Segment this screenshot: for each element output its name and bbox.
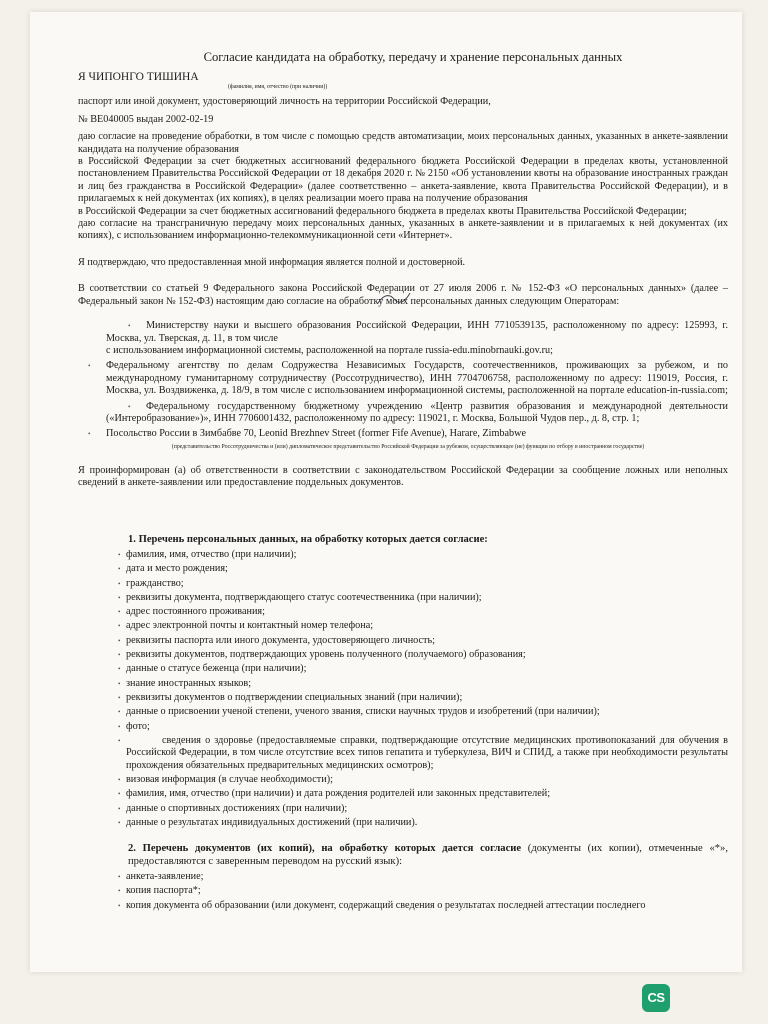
- section-2-title-rest: (документы (их копии), отмеченные «*», предоставляются с заверенным переводом на русский язык):: [128, 843, 728, 867]
- operator-item: [88, 360, 728, 397]
- bullet-icon: •: [118, 708, 121, 717]
- bullet-icon: •: [118, 651, 121, 660]
- bullet-icon: •: [118, 722, 121, 731]
- bullet-icon: •: [128, 322, 131, 331]
- bullet-icon: •: [118, 775, 121, 784]
- operator-caption: (представительство Россотрудничества и (или) дипломатическое представительство Российской Федерации за рубежом, осуществляющее (ие) функции по отбору в иностранном государстве): [171, 443, 645, 450]
- document-page: [30, 12, 742, 972]
- operator-item: [96, 320, 728, 357]
- operator-line: Министерству науки и высшего образования Российской Федерации, ИНН 7710539135, расположенному по адресу: 125993, г. Москва, ул. Тверская, д. 11, в том числе: [106, 320, 728, 344]
- bullet-icon: •: [88, 430, 91, 439]
- passport-number: № BE040005 выдан 2002-02-19: [78, 113, 214, 125]
- bullet-icon: •: [118, 579, 121, 588]
- bullet-icon: •: [118, 665, 121, 674]
- list-item: • реквизиты документа, подтверждающего статус соотечественника (при наличии);: [118, 591, 482, 603]
- applicant-prefix: Я: [78, 71, 86, 83]
- applicant-name: ЧИПОНГО ТИШИНА: [88, 71, 199, 83]
- bullet-icon: •: [118, 818, 121, 827]
- bullet-icon: •: [118, 593, 121, 602]
- list-item: • анкета-заявление;: [118, 871, 204, 883]
- document-body: [78, 50, 728, 914]
- bullet-icon: •: [128, 402, 131, 411]
- bullet-icon: •: [118, 873, 121, 882]
- bullet-icon: •: [118, 736, 121, 745]
- consent-intro: даю согласие на проведение обработки, в том числе с помощью средств автоматизации, моих персональных данных, указанных в анкете-заявлении кандидата на получение образования: [78, 131, 728, 155]
- operators-list: [88, 320, 728, 441]
- list-item: • данные о присвоении ученой степени, ученого звания, списки научных трудов и изобретений (при наличии);: [118, 706, 600, 718]
- bullet-icon: •: [118, 804, 121, 813]
- list-item: • реквизиты документов о подтверждении специальных знаний (при наличии);: [118, 691, 463, 703]
- operator-line: Федеральному государственному бюджетному учреждению «Центр развития образования и международной деятельности («Интеробразование»)», ИНН 7706001432, расположенному по адресу: 119021, г. Москва, Большой Чудов пер., д. 8, стр. 1;: [106, 400, 728, 424]
- pen-scribble-icon: [376, 290, 412, 306]
- document-title: Согласие кандидата на обработку, передачу и хранение персональных данных: [203, 50, 623, 64]
- list-item: • гражданство;: [118, 577, 184, 589]
- applicant-caption: (фамилия, имя, отчество (при наличии)): [228, 84, 328, 91]
- consent-quota-2: в Российской Федерации за счет бюджетных ассигнований федерального бюджета в пределах квоты Правительства Российской Федерации;: [78, 205, 687, 217]
- bullet-icon: •: [118, 636, 121, 645]
- bullet-icon: •: [118, 693, 121, 702]
- list-item: • дата и место рождения;: [118, 563, 228, 575]
- camscanner-logo-icon: CS: [642, 984, 670, 1012]
- operator-line: Посольство России в Зимбабве 70, Leonid Brezhnev Street (former Fife Avenue), Harare, Zimbabwe: [106, 428, 526, 440]
- list-item: • реквизиты паспорта или иного документа, удостоверяющего личность;: [118, 634, 435, 646]
- section-2-title-bold: 2. Перечень документов (их копий), на обработку которых дается согласие: [128, 843, 522, 855]
- bullet-icon: •: [118, 679, 121, 688]
- list-item: • реквизиты документов, подтверждающих уровень полученного (получаемого) образования;: [118, 649, 526, 661]
- list-item: • знание иностранных языков;: [118, 677, 252, 689]
- list-item: • фамилия, имя, отчество (при наличии);: [118, 548, 297, 560]
- applicant-row: [78, 71, 728, 83]
- list-item: • данные о спортивных достижениях (при наличии);: [118, 802, 348, 814]
- operator-item: [96, 401, 728, 426]
- list-item: • данные о статусе беженца (при наличии);: [118, 663, 307, 675]
- bullet-icon: •: [88, 362, 91, 371]
- list-item: • копия документа об образовании (или документ, содержащий сведения о результатах последней аттестации последнего: [118, 899, 646, 911]
- operator-line-2: с использованием информационной системы, расположенной на портале russia-edu.minobrnauki.gov.ru;: [106, 344, 553, 356]
- section-1-title: 1. Перечень персональных данных, на обработку которых дается согласие:: [128, 533, 488, 545]
- section-2-title: [128, 843, 728, 868]
- bullet-icon: •: [118, 790, 121, 799]
- confirmation-statement: Я подтверждаю, что предоставленная мной информация является полной и достоверной.: [78, 256, 466, 268]
- bullet-icon: •: [118, 550, 121, 559]
- list-item: • данные о результатах индивидуальных достижений (при наличии).: [118, 816, 418, 828]
- list-item: • сведения о здоровье (предоставляемые справки, подтверждающие отсутствие медицинских противопоказаний для обучения в Российской Федерации, в том числе отсутствие всех типов гепатита и туберкулеза, ВИЧ и СПИД, а также при необходимости результаты прохождения обязательных предварительных медицинских осмотров);: [118, 734, 728, 771]
- personal-data-list: [118, 548, 728, 829]
- law-statement: В соответствии со статьей 9 Федерального закона Российской Федерации от 27 июля 2006 г. № 152-ФЗ «О персональных данных» (далее – Федеральный закон № 152-ФЗ) настоящим даю согласие на обработку моих персональных данных следующим Операторам:: [78, 283, 728, 307]
- list-item: • адрес электронной почты и контактный номер телефона;: [118, 620, 374, 632]
- passport-line: паспорт или иной документ, удостоверяющий личность на территории Российской Федерации,: [78, 96, 491, 108]
- bullet-icon: •: [118, 622, 121, 631]
- documents-list: [118, 871, 728, 912]
- bullet-icon: •: [118, 887, 121, 896]
- bullet-icon: •: [118, 565, 121, 574]
- operator-line: Федеральному агентству по делам Содружества Независимых Государств, соотечественников, проживающих за рубежом, и по международному гуманитарному сотрудничеству (Россотрудничество), ИНН 7704706758, расположенному по адресу: 119019, Россия, г. Москва, ул. Воздвиженка, д. 18/9, в том числе с использованием информационной системы, расположенной на портале education-in-russia.com;: [106, 360, 728, 397]
- consent-transfer: даю согласие на трансграничную передачу моих персональных данных, указанных в анкете-заявлении и в прилагаемых к ней документах (их копиях), с использованием информационно-телекоммуникационной сети «Интернет».: [78, 218, 728, 242]
- list-item: • фамилия, имя, отчество (при наличии) и дата рождения родителей или законных представителей;: [118, 788, 551, 800]
- bullet-icon: •: [118, 608, 121, 617]
- bullet-icon: •: [118, 901, 121, 910]
- operator-item: [88, 428, 728, 440]
- responsibility-statement: Я проинформирован (а) об ответственности в соответствии с законодательством Российской Федерации за сообщение ложных или неполных сведений в анкете-заявлении или предоставление поддельных документов.: [78, 464, 728, 489]
- list-item: • копия паспорта*;: [118, 885, 201, 897]
- list-item: • адрес постоянного проживания;: [118, 606, 265, 618]
- consent-quota: в Российской Федерации за счет бюджетных ассигнований федерального бюджета Российской Федерации в пределах квоты, установленной постановлением Правительства Российской Федерации от 18 декабря 2020 г. № 2150 «Об установлении квоты на образование иностранных граждан и лиц без гражданства в Российской Федерации» (далее соответственно – анкета-заявление, квота Правительства Российской Федерации), и в прилагаемых к ней документах (их копиях), в целях реализации моего права на получение образования: [78, 156, 728, 205]
- list-item: • фото;: [118, 720, 150, 732]
- list-item: • визовая информация (в случае необходимости);: [118, 773, 333, 785]
